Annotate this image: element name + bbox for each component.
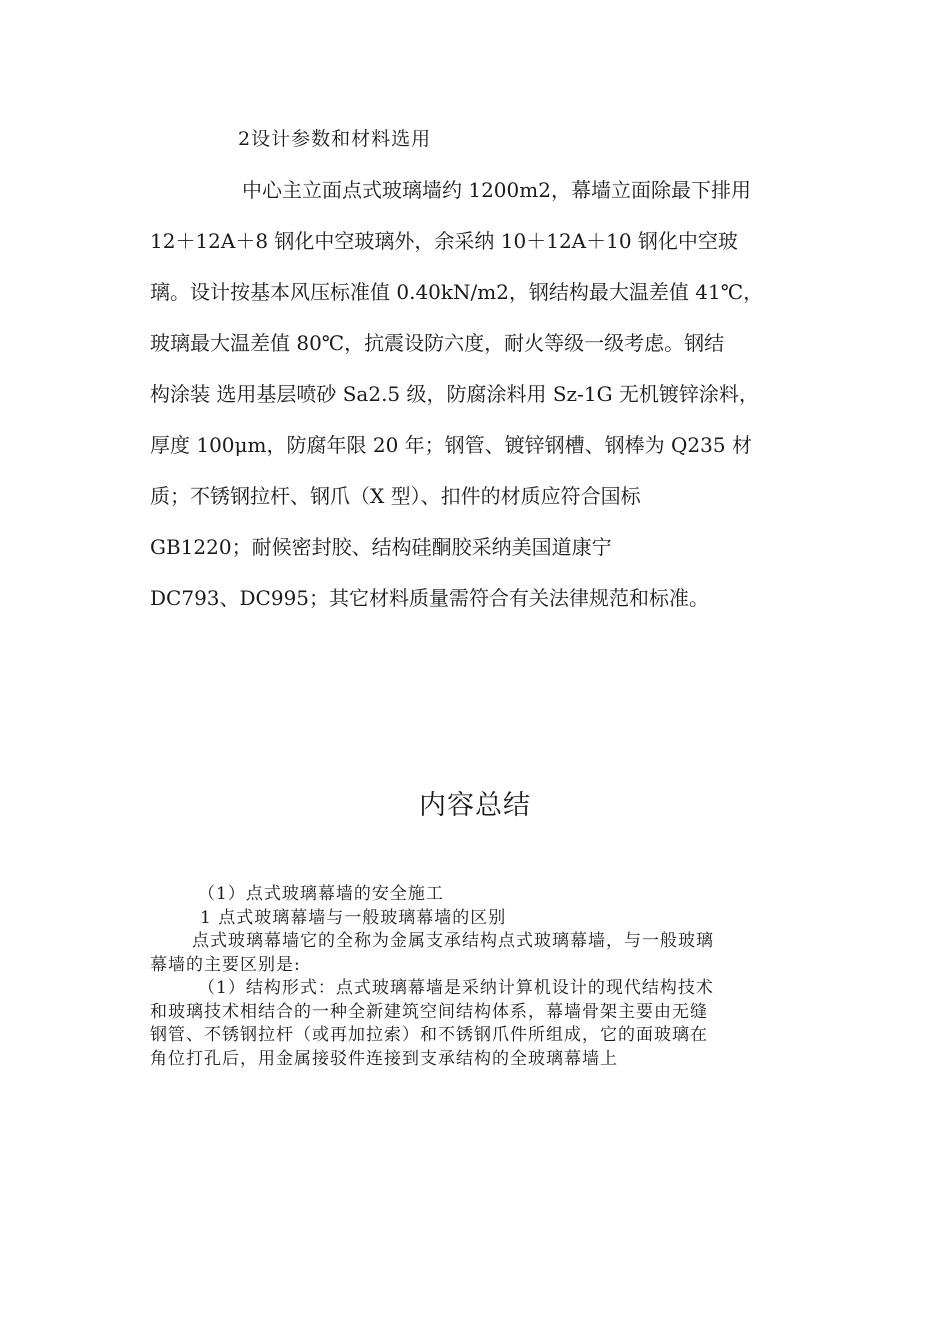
summary-line: 和玻璃技术相结合的一种全新建筑空间结构体系，幕墙骨架主要由无缝 (150, 1001, 708, 1022)
summary-body (150, 883, 800, 1071)
summary-line: （1）点式玻璃幕墙的安全施工 (198, 884, 444, 904)
paragraph-line: 12＋12A＋8 钢化中空玻璃外，余采纳 10＋12A＋10 钢化中空玻 (150, 229, 738, 253)
paragraph-line: 厚度 100μm，防腐年限 20 年；钢管、镀锌钢槽、钢棒为 Q235 材 (150, 433, 752, 457)
summary-title: 内容总结 (419, 790, 531, 821)
paragraph-line: DC793、DC995；其它材料质量需符合有关法律规范和标准。 (150, 586, 710, 610)
paragraph-line: 玻璃最大温差值 80℃，抗震设防六度，耐火等级一级考虑。钢结 (150, 331, 725, 355)
paragraph-line: 璃。设计按基本风压标准值 0.40kN/m2，钢结构最大温差值 41℃， (150, 280, 764, 304)
summary-line: 1 点式玻璃幕墙与一般玻璃幕墙的区别 (200, 907, 507, 928)
paragraph-line: 构涂装 选用基层喷砂 Sa2.5 级，防腐涂料用 Sz-1G 无机镀锌涂料， (150, 382, 759, 406)
section-heading: 2设计参数和材料选用 (238, 128, 432, 150)
summary-line: 角位打孔后，用金属接驳件连接到支承结构的全玻璃幕墙上 (150, 1048, 618, 1069)
summary-line: 钢管、不锈钢拉杆（或再加拉索）和不锈钢爪件所组成，它的面玻璃在 (150, 1025, 708, 1045)
summary-line: （1）结构形式：点式玻璃幕墙是采纳计算机设计的现代结构技术 (198, 978, 714, 998)
paragraph-line: GB1220；耐候密封胶、结构硅酮胶采纳美国道康宁 (150, 535, 612, 559)
paragraph-line: 质；不锈钢拉杆、钢爪（X 型）、扣件的材质应符合国标 (150, 484, 641, 508)
summary-line: 点式玻璃幕墙它的全称为金属支承结构点式玻璃幕墙，与一般玻璃 (192, 931, 714, 951)
paragraph-line: 中心主立面点式玻璃墙约 1200m2，幕墙立面除最下排用 (242, 178, 751, 202)
summary-line: 幕墙的主要区别是: (150, 954, 301, 975)
design-parameters-paragraph (150, 174, 800, 633)
